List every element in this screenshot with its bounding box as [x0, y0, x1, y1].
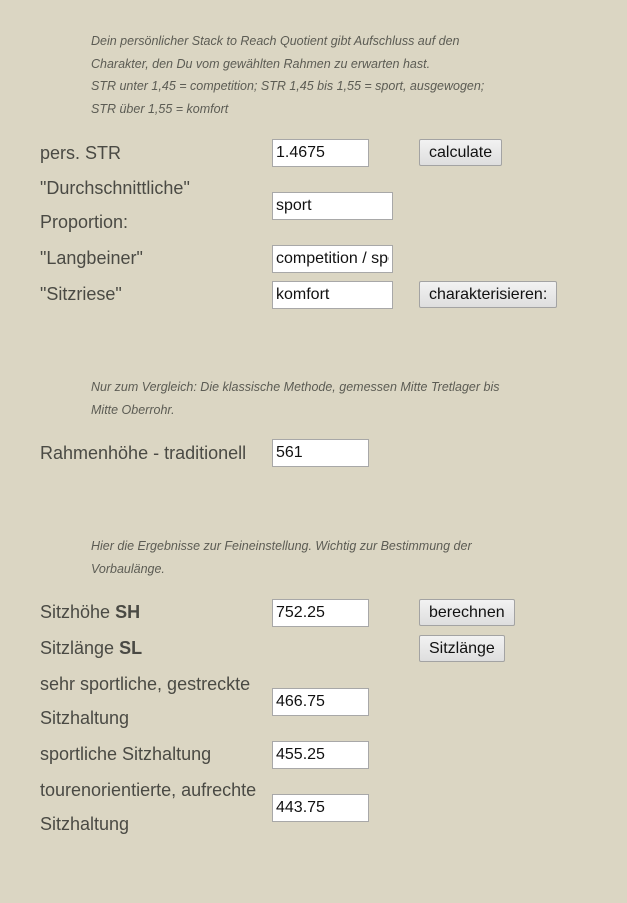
frame-height-input[interactable] [272, 439, 369, 467]
classic-line: Mitte Oberrohr. [91, 402, 175, 417]
fine-line: Hier die Ergebnisse zur Feineinstellung. Wichtig zur Bestimmung der [91, 539, 472, 553]
intro-line: STR über 1,55 = komfort [91, 101, 229, 116]
classic-line: Nur zum Vergleich: Die klassische Methode, gemessen Mitte Tretlager bis [91, 380, 500, 394]
intro-line: Charakter, den Du vom gewählten Rahmen zu erwarten hast. [91, 56, 431, 71]
fine-line: Vorbaulänge. [91, 561, 165, 576]
str-input[interactable] [272, 139, 369, 167]
seat-height-label-text: Sitzhöhe [40, 602, 116, 622]
str-label: pers. STR [40, 143, 122, 163]
sporty-input[interactable] [272, 741, 369, 769]
calculate-button[interactable]: calculate [419, 139, 502, 166]
very-sporty-label-1: sehr sportliche, gestreckte [40, 674, 251, 694]
average-proportion-label [40, 171, 190, 205]
long-torso-input[interactable] [272, 281, 393, 309]
long-torso-label: "Sitzriese" [40, 284, 122, 304]
average-proportion-label-line1: "Durchschnittliche" [40, 178, 190, 198]
compute-button[interactable]: berechnen [419, 599, 515, 626]
classic-note [91, 376, 511, 421]
touring-label-2: Sitzhaltung [40, 814, 130, 834]
seat-length-label [40, 631, 142, 665]
long-legged-input[interactable] [272, 245, 393, 273]
average-proportion-label-2 [40, 205, 128, 239]
characterize-button[interactable]: charakterisieren: [419, 281, 557, 308]
intro-line: Dein persönlicher Stack to Reach Quotient gibt Aufschluss auf den [91, 34, 460, 48]
seat-length-abbr: SL [119, 638, 143, 658]
seat-length-label-text: Sitzlänge [40, 638, 120, 658]
touring-input[interactable] [272, 794, 369, 822]
seat-length-button[interactable]: Sitzlänge [419, 635, 505, 662]
average-proportion-input[interactable] [272, 192, 393, 220]
fine-tuning-note [91, 535, 511, 580]
sporty-label: sportliche Sitzhaltung [40, 744, 212, 764]
intro-note [91, 30, 511, 120]
frame-height-label: Rahmenhöhe - traditionell [40, 443, 247, 463]
intro-line: STR unter 1,45 = competition; STR 1,45 bis 1,55 = sport, ausgewogen; [91, 79, 485, 93]
seat-height-input[interactable] [272, 599, 369, 627]
seat-height-abbr: SH [115, 602, 141, 622]
seat-height-label [40, 595, 140, 629]
very-sporty-input[interactable] [272, 688, 369, 716]
very-sporty-label-2: Sitzhaltung [40, 708, 130, 728]
touring-label-1: tourenorientierte, aufrechte [40, 780, 257, 800]
average-proportion-label-line2: Proportion: [40, 212, 129, 232]
long-legged-label: "Langbeiner" [40, 248, 143, 268]
